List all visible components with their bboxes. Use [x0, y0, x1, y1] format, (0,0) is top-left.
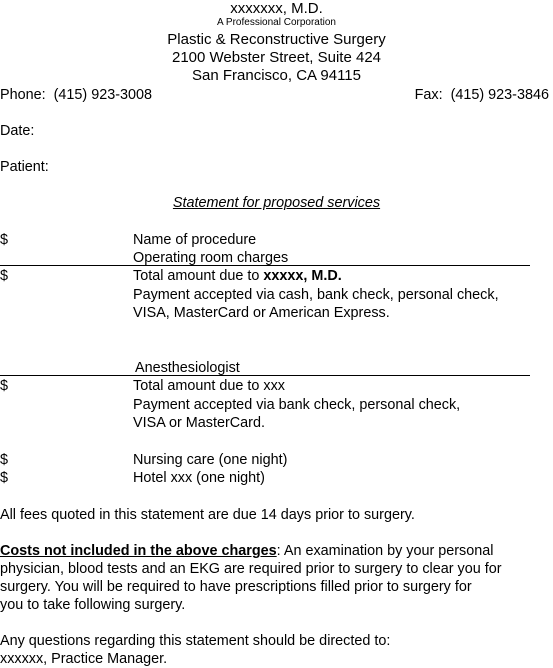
- doctor-name: xxxxxxx, M.D.: [230, 0, 323, 17]
- costs-note-line2: physician, blood tests and an EKG are required prior to surgery to clear you for: [0, 561, 502, 577]
- operating-room-line: Operating room charges: [133, 250, 289, 266]
- contact-line1: Any questions regarding this statement should be directed to:: [0, 633, 391, 649]
- phone-label: Phone:: [0, 87, 46, 103]
- city-address: San Francisco, CA 94115: [192, 67, 361, 84]
- nursing-care-line: Nursing care (one night): [133, 452, 288, 468]
- fax-line: [415, 86, 549, 104]
- statement-title-text: Statement for proposed services: [172, 195, 381, 211]
- surgeon-total-line: [133, 267, 342, 285]
- surgeon-payment-line1: Payment accepted via cash, bank check, personal check,: [133, 287, 499, 303]
- costs-note-line3: surgery. You will be required to have prescriptions filled prior to surgery for: [0, 579, 472, 595]
- procedure-name-line: Name of procedure: [133, 232, 257, 248]
- costs-note-line1-rest: : An examination by your personal: [276, 543, 494, 559]
- fax-label: Fax:: [414, 87, 443, 103]
- procedure-dollar: $: [0, 232, 9, 248]
- anesthesia-payment-line1: Payment accepted via bank check, personal check,: [133, 397, 461, 413]
- costs-note-heading: Costs not included in the above charges: [0, 543, 277, 559]
- anesthesia-total-line: Total amount due to xxx: [133, 378, 285, 394]
- patient-label: Patient:: [0, 159, 49, 175]
- costs-note-line1: [0, 542, 493, 560]
- surgeon-payment-line2: VISA, MasterCard or American Express.: [133, 305, 390, 321]
- surgeon-total-prefix: Total amount due to: [133, 268, 264, 284]
- surgeon-total-name: xxxxx, M.D.: [263, 268, 342, 284]
- surgeon-total-dollar: $: [0, 268, 9, 284]
- costs-note-line4: you to take following surgery.: [0, 597, 186, 613]
- corporation-line: A Professional Corporation: [217, 17, 336, 28]
- street-address: 2100 Webster Street, Suite 424: [171, 49, 382, 66]
- hotel-line: Hotel xxx (one night): [133, 470, 265, 486]
- practice-name: Plastic & Reconstructive Surgery: [167, 31, 386, 48]
- fax-number: (415) 923-3846: [450, 87, 549, 103]
- divider-rule: [0, 265, 530, 266]
- hotel-dollar: $: [0, 470, 9, 486]
- nursing-dollar: $: [0, 452, 9, 468]
- anesthesia-payment-line2: VISA or MasterCard.: [133, 415, 265, 431]
- statement-title: [0, 194, 553, 212]
- divider-rule: [0, 375, 530, 376]
- anesthesiologist-heading: Anesthesiologist: [135, 360, 240, 376]
- phone-line: [0, 86, 152, 104]
- phone-number: (415) 923-3008: [53, 87, 153, 103]
- date-label: Date:: [0, 123, 35, 139]
- fees-note: All fees quoted in this statement are due 14 days prior to surgery.: [0, 507, 415, 523]
- anesthesia-total-dollar: $: [0, 378, 9, 394]
- contact-line2: xxxxxx, Practice Manager.: [0, 651, 168, 667]
